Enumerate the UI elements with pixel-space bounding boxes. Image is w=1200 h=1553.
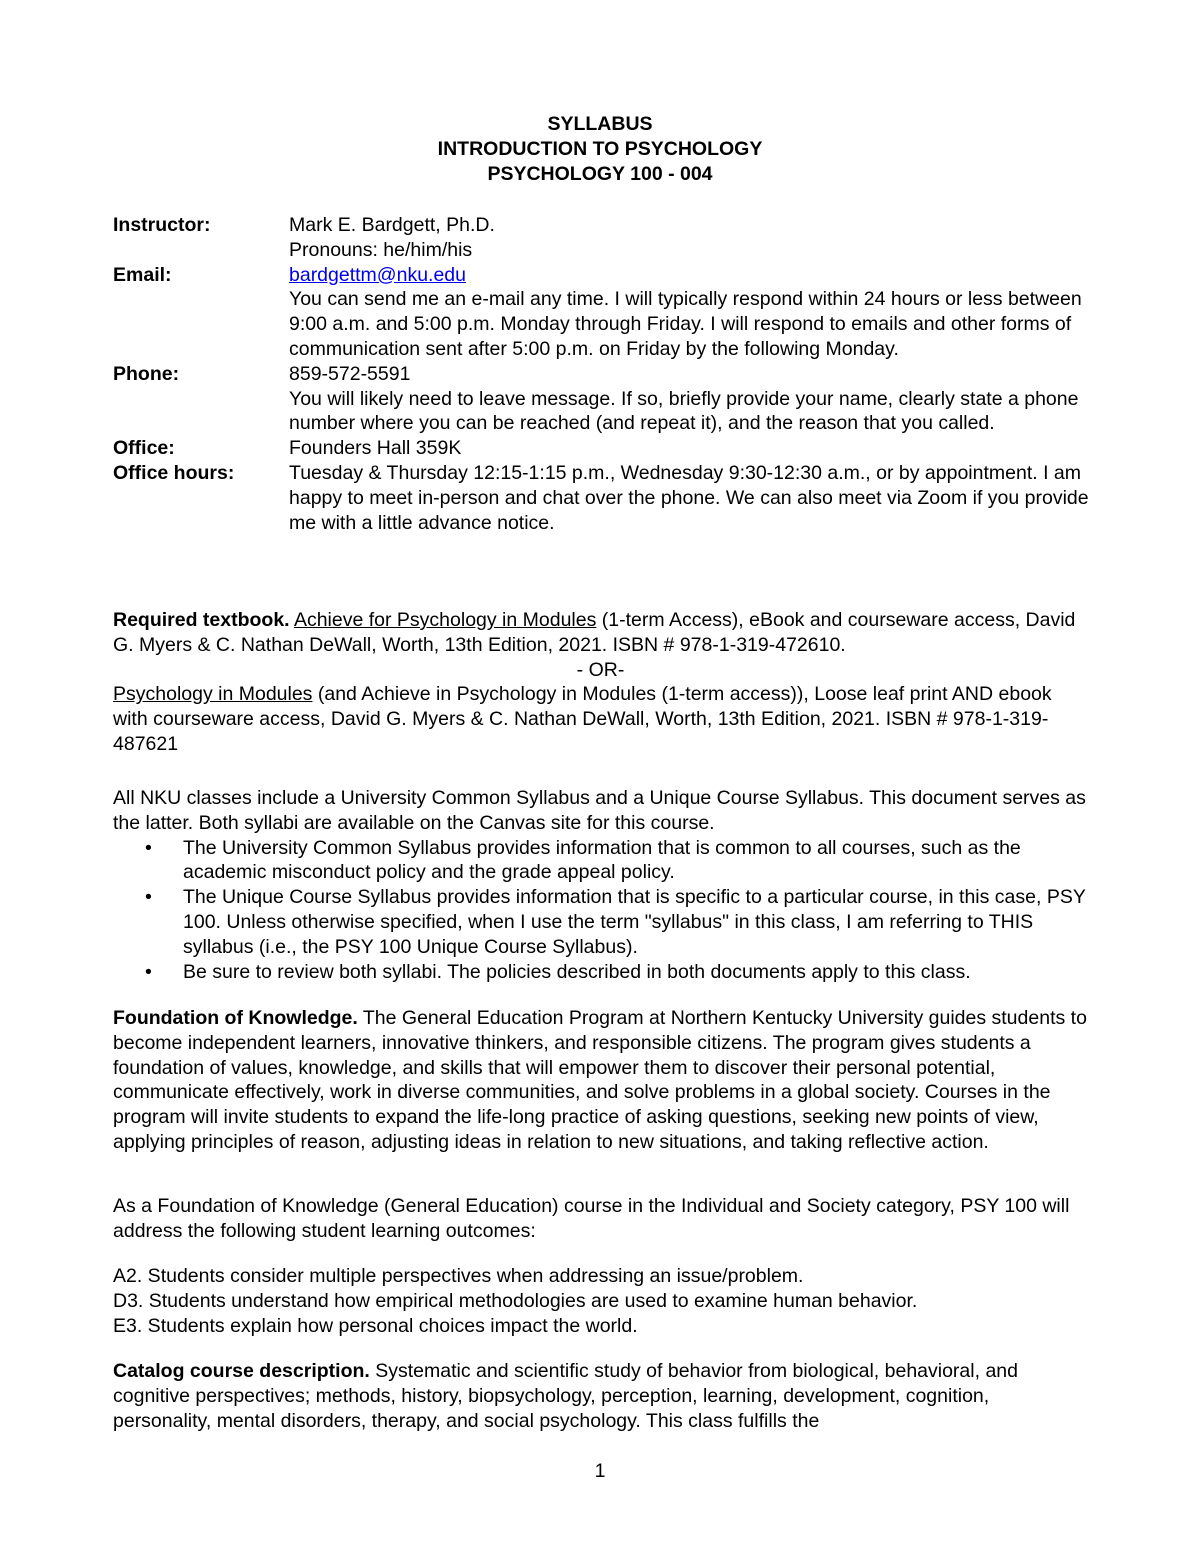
instructor-row (113, 213, 1093, 263)
email-link[interactable]: bardgettm@nku.edu (289, 263, 466, 286)
instructor-pronouns: Pronouns: he/him/his (289, 238, 473, 261)
phone-value (289, 362, 1093, 436)
foundation-section (113, 1006, 1088, 1155)
textbook-desc-2: (and Achieve in Psychology in Modules (1-term access)), Loose leaf print AND ebook with courseware access, David G. Myers & C. Nathan DeWall, Worth, 13th Edition, 2021. ISBN # 978-1-319-487621 (113, 683, 1052, 755)
textbook-title-2: Psychology in Modules (113, 683, 313, 706)
instructor-label: Instructor: (113, 214, 211, 236)
foundation-text: The General Education Program at Northern Kentucky University guides students to become independent learners, innovative thinkers, and responsible citizens. The program gives students a foundation of values, knowledge, and skills that will empower them to discover their personal potential, communicate effectively, work in diverse communities, and solve problems in a global society. Courses in the program will invite students to expand the life-long practice of asking questions, seeking new points of view, applying principles of reason, adjusting ideas in relation to new situations, and taking reflective action. (113, 1007, 1087, 1153)
bullet-icon: • (145, 886, 152, 909)
textbook-section (113, 608, 1088, 757)
office-hours-value: Tuesday & Thursday 12:15-1:15 p.m., Wednesday 9:30-12:30 a.m., or by appointment. I am happy to meet in-person and chat over the phone. We can also meet via Zoom if you provide me with a little advance notice. (289, 461, 1089, 534)
outcome-d3: D3. Students understand how empirical methodologies are used to examine human behavior. (113, 1289, 918, 1312)
list-item: • Be sure to review both syllabi. The policies described in both documents apply to this class. (145, 960, 971, 983)
bullet-icon: • (145, 960, 152, 983)
foundation-heading: Foundation of Knowledge. (113, 1007, 358, 1029)
office-row (113, 436, 1093, 461)
email-value (289, 263, 1093, 362)
header-course-name: INTRODUCTION TO PSYCHOLOGY (437, 138, 763, 160)
category-paragraph: As a Foundation of Knowledge (General Education) course in the Individual and Society category, PSY 100 will address the following student learning outcomes: (113, 1195, 1070, 1242)
catalog-section (113, 1359, 1088, 1433)
textbook-option-1 (113, 608, 1088, 658)
outcome-a2: A2. Students consider multiple perspectives when addressing an issue/problem. (113, 1265, 804, 1287)
office-hours-row (113, 461, 1093, 535)
outcome-e3: E3. Students explain how personal choices impact the world. (113, 1314, 638, 1337)
syllabus-header (0, 112, 1200, 187)
catalog-heading: Catalog course description. (113, 1360, 370, 1382)
textbook-desc-1: (1-term Access), eBook and courseware access, David G. Myers & C. Nathan DeWall, Worth, 13th Edition, 2021. ISBN # 978-1-319-472610. (113, 609, 1076, 656)
bullet-icon: • (145, 836, 152, 859)
list-item: • The University Common Syllabus provides information that is common to all courses, such as the academic misconduct policy and the grade appeal policy. (145, 836, 1021, 884)
phone-label: Phone: (113, 362, 180, 385)
header-course-number: PSYCHOLOGY 100 - 004 (487, 163, 713, 185)
email-note: You can send me an e-mail any time. I will typically respond within 24 hours or less between 9:00 a.m. and 5:00 p.m. Monday through Friday. I will respond to emails and other forms of communication sent after 5:00 p.m. on Friday by the following Monday. (289, 288, 1082, 360)
header-title: SYLLABUS (547, 113, 653, 135)
office-label: Office: (113, 437, 175, 460)
phone-row (113, 362, 1093, 436)
instructor-value (289, 213, 1093, 263)
catalog-paragraph (113, 1359, 1088, 1433)
syllabi-section (113, 786, 1088, 984)
catalog-text: Systematic and scientific study of behavior from biological, behavioral, and cognitive perspectives; methods, history, biopsychology, perception, learning, development, cognition, personality, mental disorders, therapy, and social psychology. This class fulfills the (113, 1360, 1018, 1432)
page-number: 1 (594, 1460, 606, 1482)
phone-note: You will likely need to leave message. If so, briefly provide your name, clearly state a phone number where you can be reached (and repeat it), and the reason that you called. (289, 387, 1079, 435)
instructor-name: Mark E. Bardgett, Ph.D. (289, 214, 495, 236)
phone-number: 859-572-5591 (289, 362, 411, 385)
textbook-heading: Required textbook. (113, 609, 290, 631)
textbook-option-2 (113, 682, 1088, 756)
syllabi-intro: All NKU classes include a University Common Syllabus and a Unique Course Syllabus. This document serves as the latter. Both syllabi are available on the Canvas site for this course. (113, 787, 1086, 834)
textbook-title-1: Achieve for Psychology in Modules (293, 609, 597, 631)
textbook-or: - OR- (576, 658, 625, 681)
list-item: • The Unique Course Syllabus provides information that is specific to a particular course, in this case, PSY 100. Unless otherwise specified, when I use the term "syllabus" in this class, I am referring to THIS syllabus (i.e., the PSY 100 Unique Course Syllabus). (145, 886, 1086, 958)
foundation-paragraph (113, 1006, 1088, 1155)
outcomes-section (113, 1264, 1088, 1338)
office-hours-label: Office hours: (113, 461, 235, 484)
email-label: Email: (113, 263, 172, 286)
office-value: Founders Hall 359K (289, 437, 462, 460)
syllabi-bullet-list (113, 836, 1088, 985)
outcomes-intro-section (113, 1194, 1088, 1244)
email-row (113, 263, 1093, 362)
instructor-info (113, 213, 1093, 535)
